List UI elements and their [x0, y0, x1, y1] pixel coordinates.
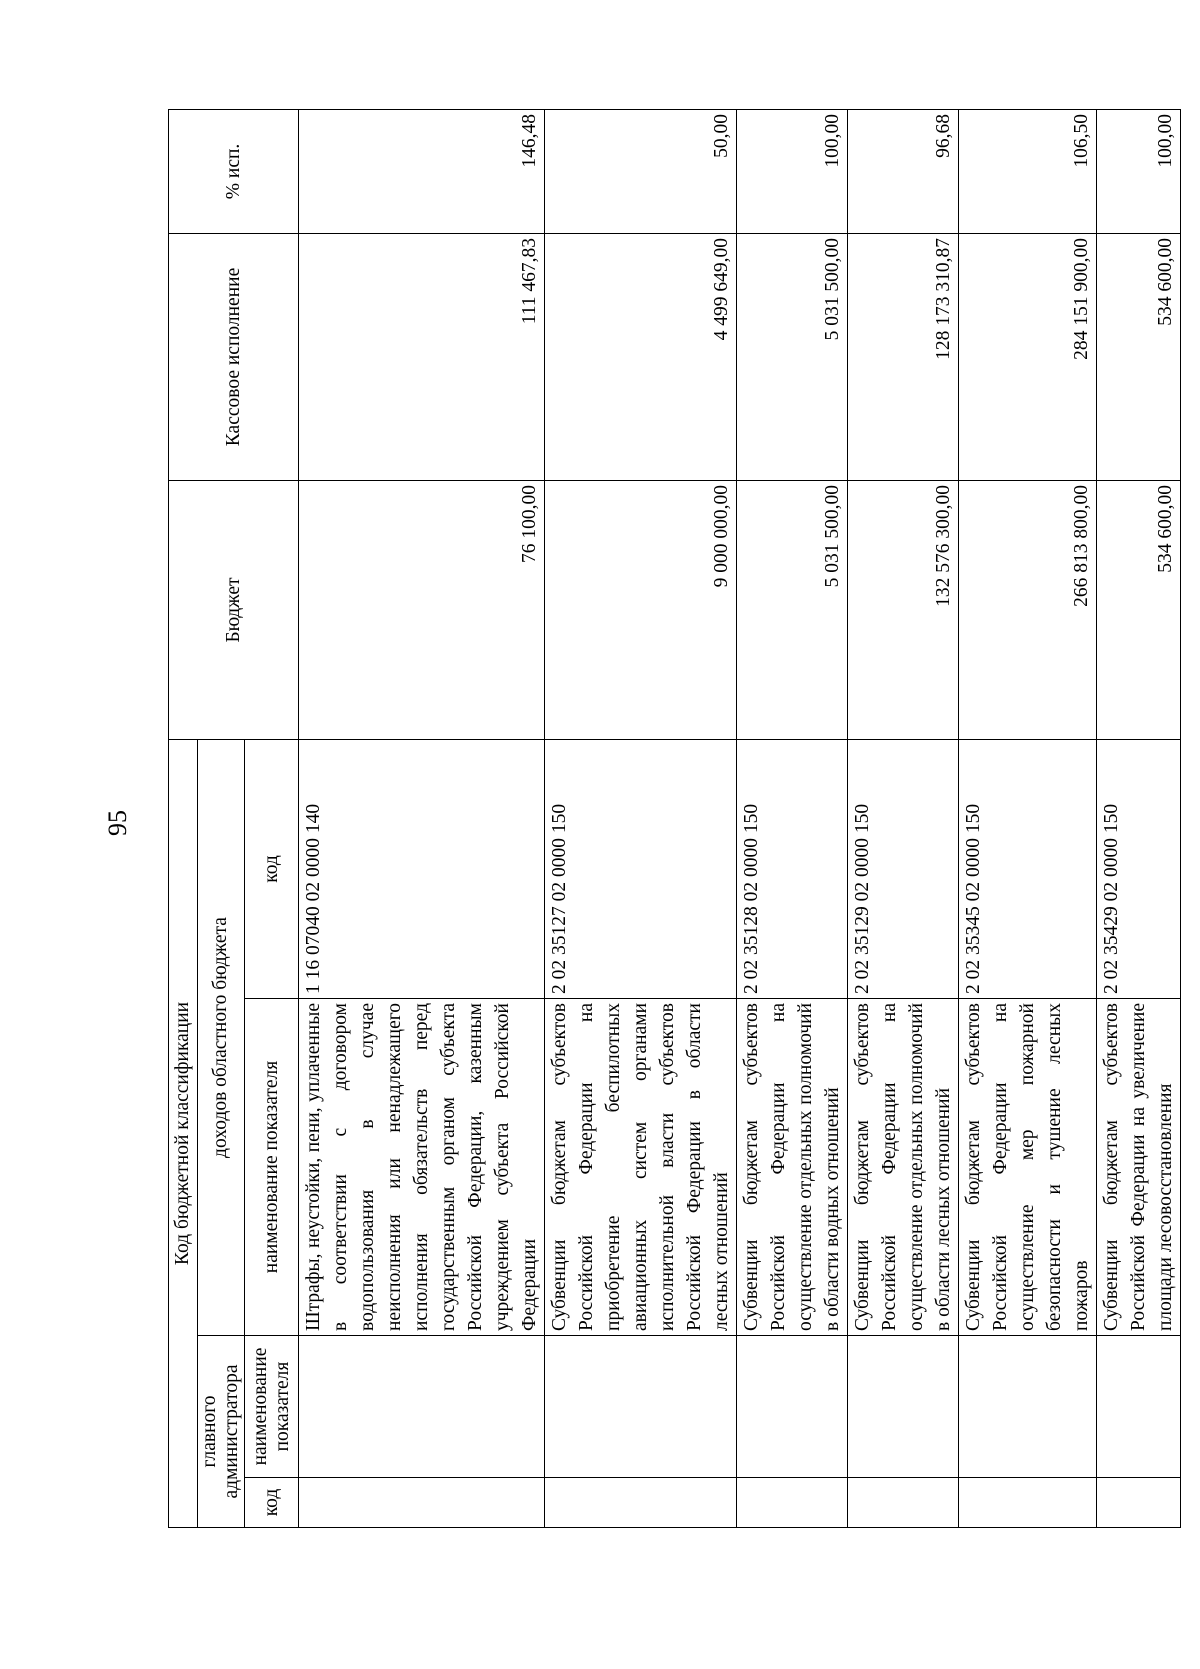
- admin-code-cell: [959, 1478, 1097, 1528]
- execution-cell: 5 031 500,00: [737, 233, 848, 480]
- indicator-name-cell: Субвенции бюджетам субъектов Российской Федерации на увеличение площади лесовосстановления: [1097, 999, 1181, 1336]
- execution-cell: 111 467,83: [299, 233, 545, 480]
- income-code-cell: 2 02 35129 02 0000 150: [848, 739, 959, 998]
- percent-cell: 50,00: [545, 109, 737, 233]
- admin-code-cell: [545, 1478, 737, 1528]
- header-execution: Кассовое исполнение: [169, 233, 299, 480]
- admin-code-cell: [848, 1478, 959, 1528]
- indicator-name-cell: Субвенции бюджетам субъектов Российской Федерации на осуществление отдельных полномочий в области водных отношений: [737, 999, 848, 1336]
- table-row: [737, 109, 848, 1527]
- budget-cell: 9 000 000,00: [545, 480, 737, 739]
- admin-name-cell: [1097, 1336, 1181, 1478]
- admin-name-cell: [848, 1336, 959, 1478]
- income-code-cell: 2 02 35127 02 0000 150: [545, 739, 737, 998]
- income-code-cell: 2 02 35345 02 0000 150: [959, 739, 1097, 998]
- budget-cell: 76 100,00: [299, 480, 545, 739]
- table-row: [299, 109, 545, 1527]
- budget-cell: 5 031 500,00: [737, 480, 848, 739]
- header-chief-admin: главного администратора: [198, 1336, 245, 1528]
- indicator-name-cell: Субвенции бюджетам субъектов Российской Федерации на приобретение беспилотных авиационных систем органами исполнительной власти субъектов Российской Федерации в области лесных отношений: [545, 999, 737, 1336]
- table-row: [959, 109, 1097, 1527]
- execution-cell: 4 499 649,00: [545, 233, 737, 480]
- header-admin-name: наименование показателя: [245, 1336, 299, 1478]
- indicator-name-cell: Субвенции бюджетам субъектов Российской Федерации на осуществление мер пожарной безопасности и тушение лесных пожаров: [959, 999, 1097, 1336]
- page-number: 95: [103, 810, 132, 836]
- header-budget: Бюджет: [169, 480, 299, 739]
- budget-table: [168, 109, 1181, 1528]
- table-row: [1097, 109, 1181, 1527]
- percent-cell: 100,00: [737, 109, 848, 233]
- admin-name-cell: [737, 1336, 848, 1478]
- percent-cell: 106,50: [959, 109, 1097, 233]
- header-percent: % исп.: [169, 109, 299, 233]
- income-code-cell: 1 16 07040 02 0000 140: [299, 739, 545, 998]
- indicator-name-cell: Штрафы, неустойки, пени, уплаченные в соответствии с договором водопользования в случае неисполнения или ненадлежащего исполнения обязательств перед государственным органом субъекта Российской Федерации, казенным учреждением субъекта Российской Федерации: [299, 999, 545, 1336]
- admin-code-cell: [737, 1478, 848, 1528]
- table-row: [848, 109, 959, 1527]
- execution-cell: 284 151 900,00: [959, 233, 1097, 480]
- admin-name-cell: [959, 1336, 1097, 1478]
- income-code-cell: 2 02 35128 02 0000 150: [737, 739, 848, 998]
- admin-code-cell: [299, 1478, 545, 1528]
- header-name: наименование показателя: [245, 999, 299, 1336]
- header-classification: Код бюджетной классификации: [169, 739, 198, 1527]
- admin-name-cell: [299, 1336, 545, 1478]
- table-row: [545, 109, 737, 1527]
- budget-cell: 132 576 300,00: [848, 480, 959, 739]
- admin-code-cell: [1097, 1478, 1181, 1528]
- admin-name-cell: [545, 1336, 737, 1478]
- header-regional-income: доходов областного бюджета: [198, 739, 245, 1335]
- indicator-name-cell: Субвенции бюджетам субъектов Российской Федерации на осуществление отдельных полномочий в области лесных отношений: [848, 999, 959, 1336]
- percent-cell: 96,68: [848, 109, 959, 233]
- execution-cell: 128 173 310,87: [848, 233, 959, 480]
- execution-cell: 534 600,00: [1097, 233, 1181, 480]
- percent-cell: 100,00: [1097, 109, 1181, 233]
- header-admin-code: код: [245, 1478, 299, 1528]
- income-code-cell: 2 02 35429 02 0000 150: [1097, 739, 1181, 998]
- budget-cell: 266 813 800,00: [959, 480, 1097, 739]
- header-income-code: код: [245, 739, 299, 998]
- percent-cell: 146,48: [299, 109, 545, 233]
- budget-cell: 534 600,00: [1097, 480, 1181, 739]
- rotated-table-container: [168, 110, 1176, 1528]
